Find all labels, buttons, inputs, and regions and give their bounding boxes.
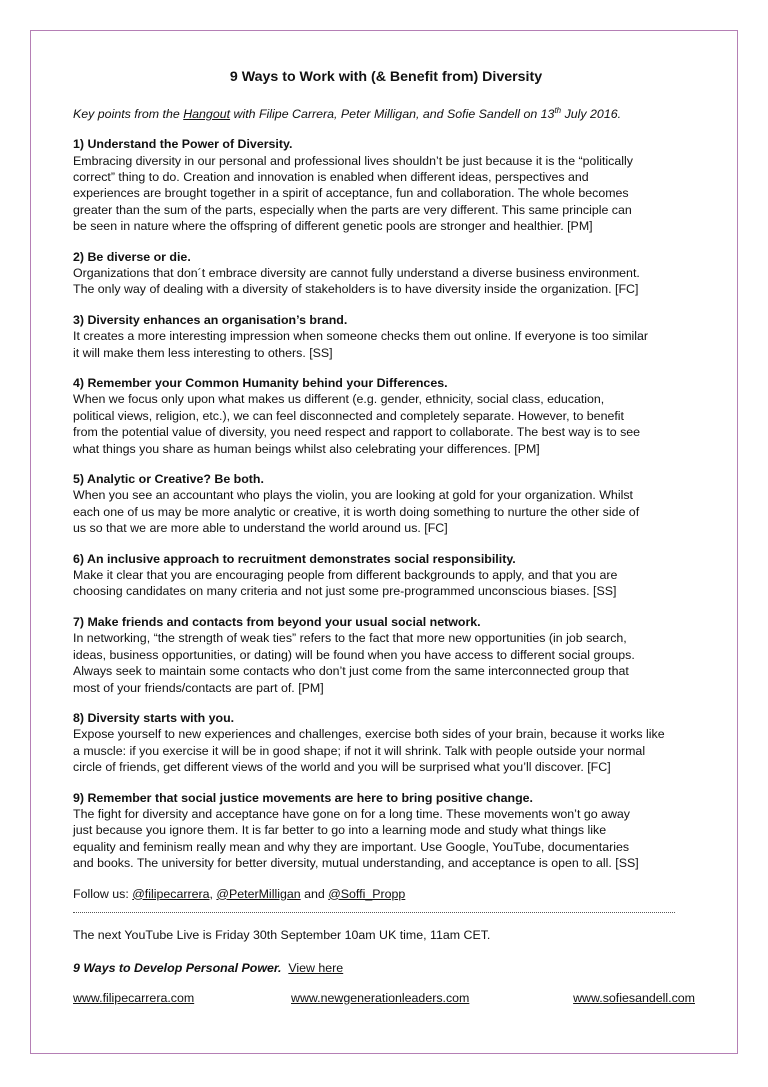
section-body-line: us so that we are more able to understand the world around us. [FC]	[73, 521, 448, 536]
section-body-line: circle of friends, get different views of the world and you will be surprised what you’ll discover. [FC]	[73, 760, 611, 775]
section-body	[73, 153, 693, 235]
personal-power-line	[73, 960, 693, 976]
section-heading: 1) Understand the Power of Diversity.	[73, 137, 293, 152]
section-body-line: Make it clear that you are encouraging people from different backgrounds to apply, and that you are	[73, 568, 618, 583]
follow-sep: ,	[209, 886, 217, 901]
section-3	[73, 312, 693, 361]
hangout-link[interactable]: Hangout	[183, 107, 231, 122]
follow-sep: and	[300, 886, 329, 901]
sections-list	[73, 136, 693, 871]
section-body-line: what things you share as human beings whilst also celebrating your differences. [PM]	[73, 441, 540, 456]
section-heading: 7) Make friends and contacts from beyond your usual social network.	[73, 614, 481, 629]
section-1	[73, 136, 693, 234]
footer-links	[73, 991, 695, 1007]
next-live-text: The next YouTube Live is Friday 30th September 10am UK time, 11am CET.	[73, 927, 491, 942]
newgenerationleaders-website-link[interactable]: www.newgenerationleaders.com	[291, 990, 470, 1005]
intro-line	[73, 102, 693, 123]
section-body-line: The fight for diversity and acceptance have gone on for a long time. These movements won’t go away	[73, 806, 630, 821]
section-body-line: Organizations that don´t embrace diversity are cannot fully understand a diverse business environment.	[73, 265, 640, 280]
section-7	[73, 614, 693, 696]
section-body-line: Embracing diversity in our personal and professional lives shouldn’t be just because it is the “politically	[73, 153, 633, 168]
follow-label: Follow us:	[73, 886, 133, 901]
section-body-line: choosing candidates on many criteria and not just some pre-programmed unconscious biases. [SS]	[73, 584, 617, 599]
document-body	[73, 68, 693, 1007]
section-body-line: ideas, business opportunities, or dating) will be found when you have access to different social groups.	[73, 647, 635, 662]
section-body-line: equality and feminism really mean and why they are important. Use Google, YouTube, documentaries	[73, 839, 630, 854]
intro-suffix: July 2016.	[561, 107, 622, 122]
section-body	[73, 391, 693, 457]
section-body-line: each one of us may be more analytic or creative, it is worth doing something to nurture the other side of	[73, 504, 640, 519]
section-2	[73, 249, 693, 298]
personal-power-title: 9 Ways to Develop Personal Power.	[73, 960, 282, 975]
section-heading: 8) Diversity starts with you.	[73, 710, 235, 725]
section-body-line: political views, religion, etc.), we can feel disconnected and completely separate. However, to benefit	[73, 408, 624, 423]
section-body-line: it will make them less interesting to others. [SS]	[73, 345, 333, 360]
section-body	[73, 630, 693, 696]
section-body	[73, 265, 693, 298]
section-body-line: It creates a more interesting impression when someone checks them out online. If everyone is too similar	[73, 329, 649, 344]
section-body	[73, 726, 693, 775]
soffi-propp-link[interactable]: @Soffi_Propp	[328, 886, 406, 901]
section-body-line: The only way of dealing with a diversity of stakeholders is to have diversity inside the organization. [FC]	[73, 282, 639, 297]
sofiesandell-website-link[interactable]: www.sofiesandell.com	[573, 990, 695, 1005]
page-title: 9 Ways to Work with (& Benefit from) Diversity	[229, 69, 543, 85]
section-heading: 4) Remember your Common Humanity behind your Differences.	[73, 376, 448, 390]
section-body-line: just because you ignore them. It is far better to go into a learning mode and study what things like	[73, 823, 607, 838]
section-body-line: greater than the sum of the parts, especially when the parts are very different. This same principle can	[73, 202, 632, 217]
section-6	[73, 551, 693, 600]
section-body	[73, 487, 693, 536]
filipecarrera-website-link[interactable]: www.filipecarrera.com	[73, 990, 195, 1005]
dotted-divider	[73, 912, 675, 913]
section-body-line: Always seek to maintain some contacts who don’t just come from the same interconnected group that	[73, 664, 629, 679]
section-body-line: from the potential value of diversity, you need respect and rapport to collaborate. The best way is to see	[73, 425, 641, 440]
section-body-line: When we focus only upon what makes us different (e.g. gender, ethnicity, social class, education,	[73, 392, 605, 407]
section-heading: 9) Remember that social justice movements are here to bring positive change.	[73, 790, 533, 805]
intro-middle: with Filipe Carrera, Peter Milligan, and Sofie Sandell on 13	[230, 107, 555, 122]
section-8	[73, 710, 693, 776]
follow-us	[73, 886, 693, 902]
section-9	[73, 790, 693, 872]
section-body-line: Expose yourself to new experiences and challenges, exercise both sides of your brain, because it works like	[73, 727, 665, 742]
intro-prefix: Key points from the	[73, 107, 184, 122]
section-body-line: a muscle: if you exercise it will be in good shape; if not it will shrink. Talk with people outside your normal	[73, 743, 646, 758]
section-heading: 2) Be diverse or die.	[73, 249, 191, 264]
section-body	[73, 328, 693, 361]
section-body	[73, 806, 693, 872]
view-here-link[interactable]: View here	[288, 960, 344, 975]
section-5	[73, 471, 693, 537]
section-body	[73, 567, 693, 600]
section-heading: 6) An inclusive approach to recruitment demonstrates social responsibility.	[73, 551, 516, 566]
section-body-line: When you see an accountant who plays the violin, you are looking at gold for your organization. Whilst	[73, 488, 633, 503]
section-body-line: experiences are brought together in a spirit of acceptance, fun and collaboration. The whole becomes	[73, 186, 629, 201]
section-body-line: most of your friends/contacts are part of. [PM]	[73, 680, 324, 695]
intro-sup: th	[554, 106, 562, 115]
section-body-line: correct” thing to do. Creation and innovation is enabled when different ideas, perspectives and	[73, 169, 589, 184]
section-4	[73, 375, 693, 457]
section-body-line: and books. The university for better diversity, mutual understanding, and acceptance is open to all. [SS]	[73, 856, 639, 871]
section-body-line: In networking, “the strength of weak ties” refers to the fact that more new opportunities (in job search,	[73, 631, 627, 646]
section-heading: 3) Diversity enhances an organisation’s brand.	[73, 312, 348, 327]
filipecarrera-link[interactable]: @filipecarrera	[132, 886, 210, 901]
section-heading: 5) Analytic or Creative? Be both.	[73, 472, 264, 487]
petermilligan-link[interactable]: @PeterMilligan	[216, 886, 301, 901]
section-body-line: be seen in nature where the offspring of different genetic pools are stronger and healthier. [PM]	[73, 219, 593, 234]
